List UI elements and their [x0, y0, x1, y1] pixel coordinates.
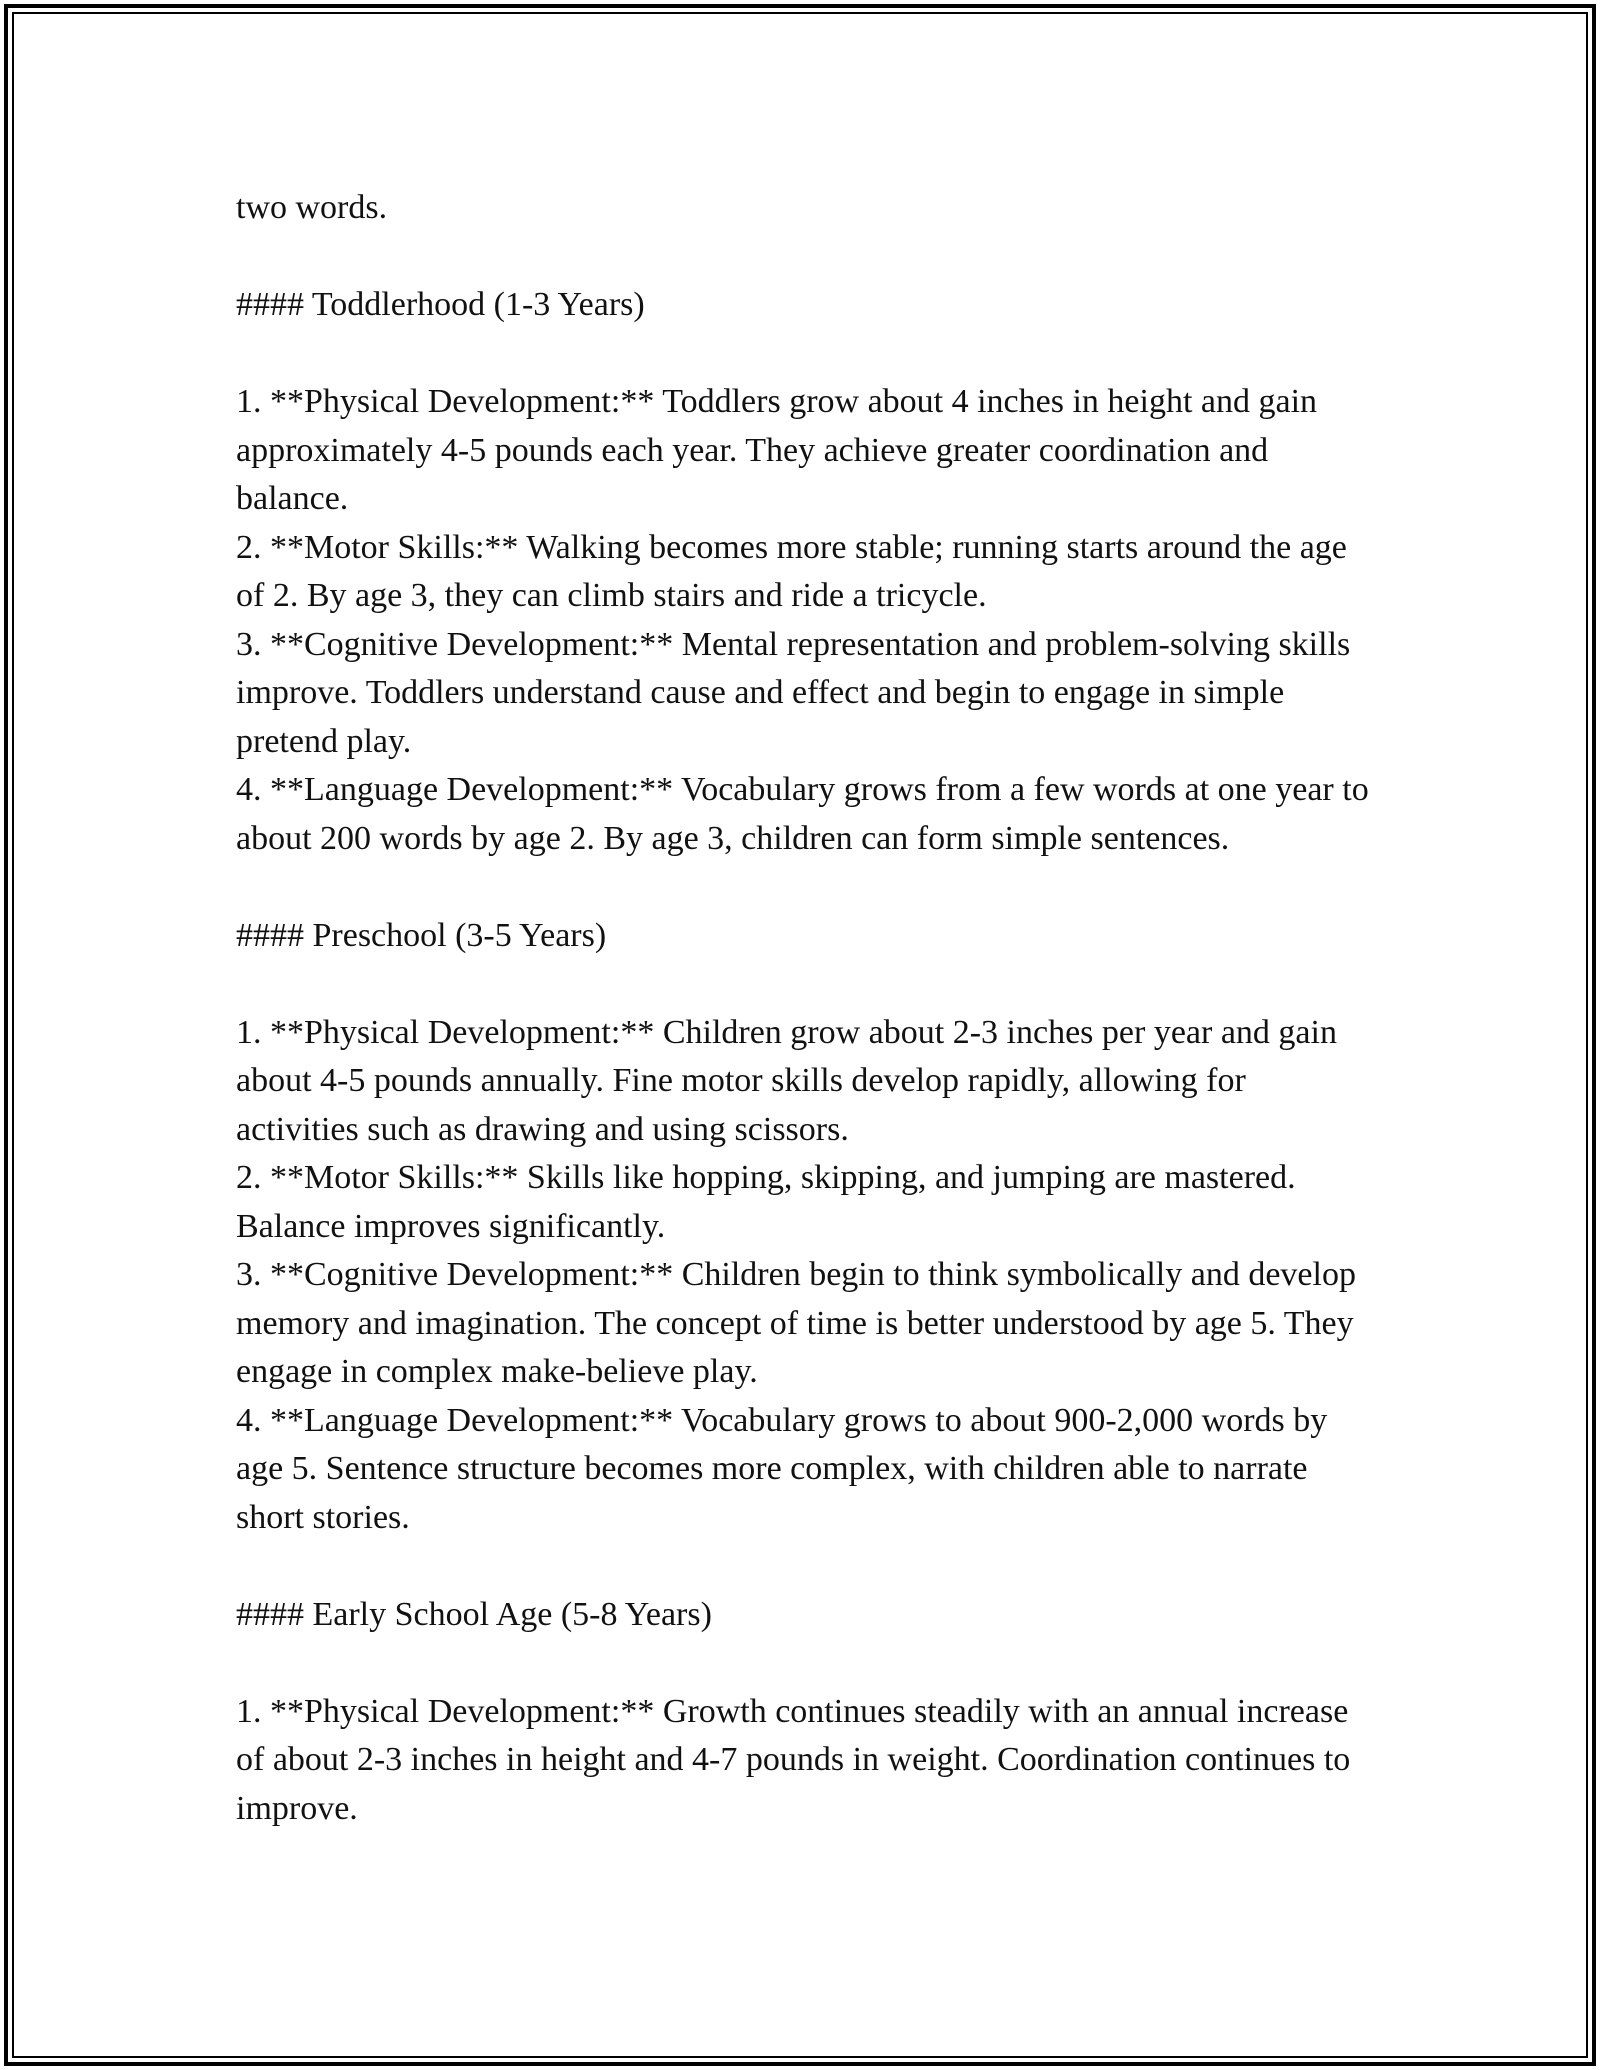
list-item: 2. **Motor Skills:** Skills like hopping, skipping, and jumping are mastered. Balance improves significantly. [236, 1159, 1296, 1245]
paragraph-gap [236, 233, 1376, 282]
section-heading-preschool: #### Preschool (3-5 Years) [236, 916, 607, 954]
section-heading-early-school-age: #### Early School Age (5-8 Years) [236, 1595, 712, 1633]
list-item: 4. **Language Development:** Vocabulary grows to about 900-2,000 words by age 5. Sentence structure becomes more complex, with children able to narrate short stories. [236, 1401, 1328, 1536]
list-item: 1. **Physical Development:** Toddlers grow about 4 inches in height and gain approximately 4-5 pounds each year. They achieve greater coordination and balance. [236, 383, 1318, 517]
list-item: 1. **Physical Development:** Children grow about 2-3 inches per year and gain about 4-5 pounds annually. Fine motor skills develop rapidly, allowing for activities such as drawing and using scissors. [236, 1013, 1337, 1148]
document-body [236, 184, 1376, 1833]
paragraph-gap [236, 330, 1376, 379]
list-item: 3. **Cognitive Development:** Mental representation and problem-solving skills improve. Toddlers understand cause and effect and begin to engage in simple pretend play. [236, 625, 1351, 760]
list-item: 3. **Cognitive Development:** Children begin to think symbolically and develop memory and imagination. The concept of time is better understood by age 5. They engage in complex make-believe play. [236, 1256, 1356, 1390]
paragraph-gap [236, 863, 1376, 912]
list-item: 4. **Language Development:** Vocabulary grows from a few words at one year to about 200 words by age 2. By age 3, children can form simple sentences. [236, 771, 1369, 857]
paragraph-gap [236, 1639, 1376, 1688]
paragraph-gap [236, 960, 1376, 1009]
list-item: 1. **Physical Development:** Growth continues steadily with an annual increase of about 2-3 inches in height and 4-7 pounds in weight. Coordination continues to improve. [236, 1692, 1351, 1827]
list-item: 2. **Motor Skills:** Walking becomes more stable; running starts around the age of 2. By age 3, they can climb stairs and ride a tricycle. [236, 528, 1347, 614]
section-heading-toddlerhood: #### Toddlerhood (1-3 Years) [236, 286, 645, 323]
paragraph-gap [236, 1542, 1376, 1591]
intro-fragment: two words. [236, 189, 388, 226]
